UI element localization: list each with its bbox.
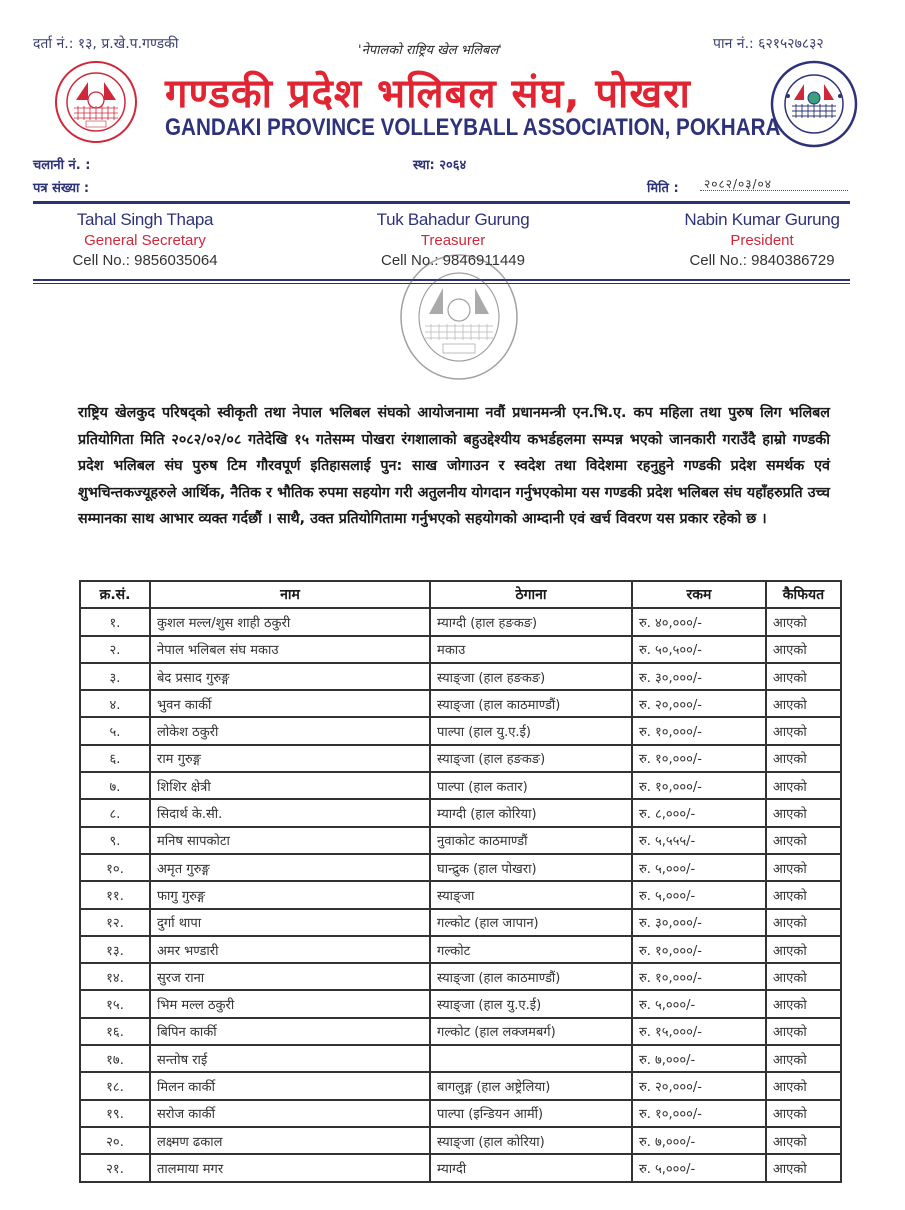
table-row	[80, 1127, 841, 1154]
header-divider	[33, 201, 850, 204]
slogan: 'नेपालको राष्ट्रिय खेल भलिबल'	[358, 43, 502, 58]
letter-count-label: पत्र संख्या :	[33, 181, 90, 196]
cell-remarks: आएको	[766, 636, 841, 663]
cell-remarks: आएको	[766, 854, 841, 881]
cell-amount: रु. ५०,५००/-	[632, 636, 766, 663]
cell-address: म्याग्दी (हाल हङकङ)	[430, 608, 632, 635]
cell-serial: १४.	[80, 963, 150, 990]
cell-amount: रु. ३०,०००/-	[632, 663, 766, 690]
cell-address: गल्कोट (हाल जापान)	[430, 909, 632, 936]
table-row	[80, 636, 841, 663]
cell-name: दुर्गा थापा	[150, 909, 430, 936]
cell-amount: रु. ५,०००/-	[632, 881, 766, 908]
cell-amount: रु. ५,०००/-	[632, 854, 766, 881]
official-name: Nabin Kumar Gurung	[684, 210, 840, 229]
dispatch-number-label: चलानी नं. :	[33, 158, 91, 173]
cell-serial: ८.	[80, 799, 150, 826]
cell-serial: ११.	[80, 881, 150, 908]
cell-serial: ६.	[80, 745, 150, 772]
official-president	[652, 210, 872, 269]
official-name: Tahal Singh Thapa	[76, 210, 214, 229]
table-row	[80, 936, 841, 963]
donations-table	[79, 580, 842, 1183]
table-row	[80, 963, 841, 990]
cell-remarks: आएको	[766, 799, 841, 826]
cell-amount: रु. १०,०००/-	[632, 936, 766, 963]
cell-serial: १७.	[80, 1045, 150, 1072]
cell-name: मनिष सापकोटा	[150, 827, 430, 854]
table-row	[80, 663, 841, 690]
cell-address: स्याङ्जा (हाल काठमाण्डौं)	[430, 963, 632, 990]
cell-address: म्याग्दी (हाल कोरिया)	[430, 799, 632, 826]
cell-remarks: आएको	[766, 608, 841, 635]
cell-serial: १.	[80, 608, 150, 635]
acknowledgement-paragraph: राष्ट्रिय खेलकुद परिषद्को स्वीकृती तथा नेपाल भलिबल संघको आयोजनामा नवौं प्रधानमन्त्री एन.भि.ए. कप महिला तथा पुरुष लिग भलिबल प्रतियोगिता मिति २०८२/०२/०८ गतेदेखि १५ गतेसम्म पोखरा रंगशालाको बहुउद्देश्यीय कभर्डहलमा सम्पन्न भएको जानकारी गराउँदै हाम्रो गण्डकी प्रदेश भलिबल संघ पुरुष टिम गौरवपूर्ण इतिहासलाई पुन: साख जोगाउन र स्वदेश तथा विदेशमा रहनुहुने गण्डकी प्रदेश समर्थक एवं शुभचिन्तकज्यूहरुले आर्थिक, नैतिक र भौतिक रुपमा सहयोग गरी अतुलनीय योगदान गर्नुभएकोमा यस गण्डकी प्रदेश भलिबल संघ यहाँहरुप्रति उच्च सम्मानका साथ आभार व्यक्त गर्दछौं । साथै, उक्त प्रतियोगितामा गर्नुभएको सहयोगको आम्दानी एवं खर्च विवरण यस प्रकार रहेको छ ।	[78, 405, 830, 527]
cell-amount: रु. १०,०००/-	[632, 772, 766, 799]
table-row	[80, 1045, 841, 1072]
cell-address: पाल्पा (हाल यु.ए.ई)	[430, 717, 632, 744]
pan-number: पान नं.: ६२१५२७८३२	[713, 36, 824, 52]
cell-remarks: आएको	[766, 963, 841, 990]
cell-name: सुरज राना	[150, 963, 430, 990]
header-serial: क्र.सं.	[80, 581, 150, 608]
cell-address: स्याङ्जा (हाल हङकङ)	[430, 745, 632, 772]
association-title-english: GANDAKI PROVINCE VOLLEYBALL ASSOCIATION, POKHARA	[165, 114, 781, 141]
cell-serial: ३.	[80, 663, 150, 690]
cell-name: कुशल मल्ल/शुस शाही ठकुरी	[150, 608, 430, 635]
cell-amount: रु. १५,०००/-	[632, 1018, 766, 1045]
cell-remarks: आएको	[766, 1127, 841, 1154]
table-row	[80, 1018, 841, 1045]
official-name: Tuk Bahadur Gurung	[376, 210, 530, 229]
header-remarks: कैफियत	[766, 581, 841, 608]
cell-name: सरोज कार्की	[150, 1100, 430, 1127]
cell-remarks: आएको	[766, 909, 841, 936]
cell-name: सिदार्थ के.सी.	[150, 799, 430, 826]
cell-address: गल्कोट	[430, 936, 632, 963]
cell-serial: १२.	[80, 909, 150, 936]
cell-serial: १८.	[80, 1072, 150, 1099]
official-general-secretary	[35, 210, 255, 269]
cell-address: स्याङ्जा	[430, 881, 632, 908]
cell-amount: रु. २०,०००/-	[632, 1072, 766, 1099]
registration-number: दर्ता नं.: १३, प्र.खे.प.गण्डकी	[33, 36, 179, 52]
cell-serial: ४.	[80, 690, 150, 717]
date-field	[700, 173, 848, 191]
cell-name: मिलन कार्की	[150, 1072, 430, 1099]
table-row	[80, 1100, 841, 1127]
header-address: ठेगाना	[430, 581, 632, 608]
table-row	[80, 608, 841, 635]
cell-remarks: आएको	[766, 936, 841, 963]
cell-name: शिशिर क्षेत्री	[150, 772, 430, 799]
cell-amount: रु. ७,०००/-	[632, 1127, 766, 1154]
table-row	[80, 799, 841, 826]
cell-name: भिम मल्ल ठकुरी	[150, 990, 430, 1017]
cell-remarks: आएको	[766, 690, 841, 717]
cell-name: लोकेश ठकुरी	[150, 717, 430, 744]
cell-remarks: आएको	[766, 1018, 841, 1045]
cell-serial: ५.	[80, 717, 150, 744]
date-value: २०८२/०३/०४	[704, 177, 773, 191]
cell-name: राम गुरुङ्ग	[150, 745, 430, 772]
cell-amount: रु. १०,०००/-	[632, 745, 766, 772]
cell-address: स्याङ्जा (हाल काठमाण्डौं)	[430, 690, 632, 717]
cell-name: लक्ष्मण ढकाल	[150, 1127, 430, 1154]
official-phone: Cell No.: 9856035064	[72, 252, 218, 269]
table-row	[80, 717, 841, 744]
table-row	[80, 1154, 841, 1181]
cell-remarks: आएको	[766, 827, 841, 854]
cell-serial: ७.	[80, 772, 150, 799]
cell-serial: १६.	[80, 1018, 150, 1045]
cell-amount: रु. ५,५५५/-	[632, 827, 766, 854]
cell-serial: २१.	[80, 1154, 150, 1181]
cell-remarks: आएको	[766, 745, 841, 772]
nepal-volleyball-association-logo-icon	[770, 60, 858, 148]
table-row	[80, 909, 841, 936]
official-phone: Cell No.: 9846911449	[381, 252, 525, 269]
cell-name: अमर भण्डारी	[150, 936, 430, 963]
table-header-row	[80, 581, 841, 608]
table-row	[80, 745, 841, 772]
cell-name: सन्तोष राई	[150, 1045, 430, 1072]
cell-amount: रु. १०,०००/-	[632, 717, 766, 744]
cell-serial: २०.	[80, 1127, 150, 1154]
cell-address: घान्द्रुक (हाल पोखरा)	[430, 854, 632, 881]
cell-address	[430, 1045, 632, 1072]
cell-address: पाल्पा (इन्डियन आर्मी)	[430, 1100, 632, 1127]
cell-serial: १३.	[80, 936, 150, 963]
table-row	[80, 1072, 841, 1099]
official-role: General Secretary	[84, 232, 206, 249]
cell-address: स्याङ्जा (हाल हङकङ)	[430, 663, 632, 690]
cell-amount: रु. ५,०००/-	[632, 1154, 766, 1181]
cell-name: भुवन कार्की	[150, 690, 430, 717]
cell-address: गल्कोट (हाल लक्जमबर्ग)	[430, 1018, 632, 1045]
table-row	[80, 772, 841, 799]
association-seal-stamp-icon	[397, 252, 521, 382]
cell-serial: १९.	[80, 1100, 150, 1127]
cell-name: नेपाल भलिबल संघ मकाउ	[150, 636, 430, 663]
official-role: President	[730, 232, 794, 249]
cell-remarks: आएको	[766, 881, 841, 908]
cell-amount: रु. ४०,०००/-	[632, 608, 766, 635]
header-amount: रकम	[632, 581, 766, 608]
table-row	[80, 854, 841, 881]
cell-address: स्याङ्जा (हाल कोरिया)	[430, 1127, 632, 1154]
official-phone: Cell No.: 9840386729	[689, 252, 835, 269]
cell-name: बिपिन कार्की	[150, 1018, 430, 1045]
cell-address: स्याङ्जा (हाल यु.ए.ई)	[430, 990, 632, 1017]
cell-name: अमृत गुरुङ्ग	[150, 854, 430, 881]
cell-name: तालमाया मगर	[150, 1154, 430, 1181]
cell-name: फागु गुरुङ्ग	[150, 881, 430, 908]
cell-amount: रु. १०,०००/-	[632, 963, 766, 990]
cell-address: म्याग्दी	[430, 1154, 632, 1181]
cell-amount: रु. ८,०००/-	[632, 799, 766, 826]
cell-remarks: आएको	[766, 1154, 841, 1181]
cell-amount: रु. २०,०००/-	[632, 690, 766, 717]
cell-amount: रु. ५,०००/-	[632, 990, 766, 1017]
cell-remarks: आएको	[766, 663, 841, 690]
cell-amount: रु. ७,०००/-	[632, 1045, 766, 1072]
cell-address: पाल्पा (हाल कतार)	[430, 772, 632, 799]
cell-amount: रु. १०,०००/-	[632, 1100, 766, 1127]
date-label: मिति :	[647, 181, 679, 196]
cell-amount: रु. ३०,०००/-	[632, 909, 766, 936]
table-row	[80, 827, 841, 854]
cell-address: नुवाकोट काठमाण्डौं	[430, 827, 632, 854]
gandaki-volleyball-logo-icon	[54, 60, 138, 144]
table-row	[80, 690, 841, 717]
cell-remarks: आएको	[766, 990, 841, 1017]
official-role: Treasurer	[420, 232, 486, 249]
cell-remarks: आएको	[766, 717, 841, 744]
cell-name: बेद प्रसाद गुरुङ्ग	[150, 663, 430, 690]
cell-remarks: आएको	[766, 1100, 841, 1127]
cell-serial: १०.	[80, 854, 150, 881]
cell-address: बागलुङ्ग (हाल अष्ट्रेलिया)	[430, 1072, 632, 1099]
cell-serial: १५.	[80, 990, 150, 1017]
cell-address: मकाउ	[430, 636, 632, 663]
cell-serial: २.	[80, 636, 150, 663]
cell-serial: ९.	[80, 827, 150, 854]
association-title-nepali: गण्डकी प्रदेश भलिबल संघ, पोखरा	[165, 71, 691, 117]
cell-remarks: आएको	[766, 772, 841, 799]
cell-remarks: आएको	[766, 1072, 841, 1099]
established-label: स्था: २०६४	[413, 158, 467, 173]
table-row	[80, 990, 841, 1017]
cell-remarks: आएको	[766, 1045, 841, 1072]
table-row	[80, 881, 841, 908]
header-name: नाम	[150, 581, 430, 608]
